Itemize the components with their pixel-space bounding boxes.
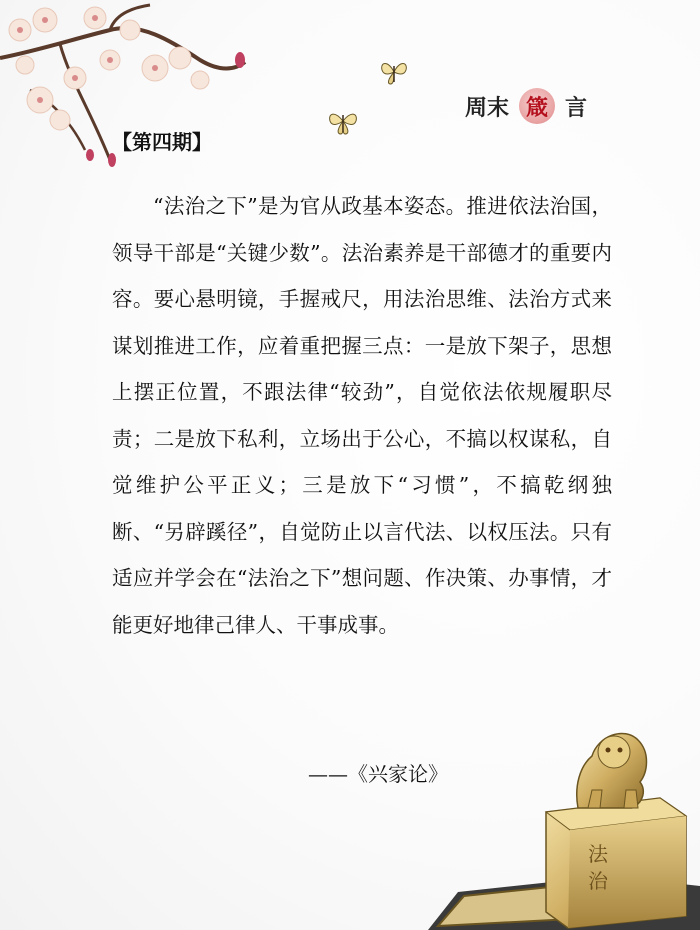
seal-character: 箴 [519,88,555,124]
butterfly-icon [326,104,360,138]
article-body [112,183,612,648]
butterfly-icon [378,56,410,88]
column-title [465,86,587,126]
plum-blossom-decoration [0,0,270,190]
lion-seal-illustration [428,716,700,930]
seal-inscription-char2: 治 [588,869,608,893]
column-title-prefix: 周末 [465,95,510,121]
column-title-suffix: 言 [565,95,588,121]
issue-number: 【第四期】 [112,130,212,154]
source-citation: ——《兴家论》 [308,762,448,786]
seal-inscription-char1: 法 [588,842,608,866]
article-paragraph: “法治之下”是为官从政基本姿态。推进依法治国，领导干部是“关键少数”。法治素养是干部德才的重要内容。要心悬明镜，手握戒尺，用法治思维、法治方式来谋划推进工作，应着重把握三点：一是放下架子，思想上摆正位置，不跟法律“较劲”，自觉依法依规履职尽责；二是放下私利，立场出于公心，不搞以权谋私，自觉维护公平正义；三是放下“习惯”，不搞乾纲独断、“另辟蹊径”，自觉防止以言代法、以权压法。只有适应并学会在“法治之下”想问题、作决策、办事情，才能更好地律己律人、干事成事。 [112,194,612,637]
